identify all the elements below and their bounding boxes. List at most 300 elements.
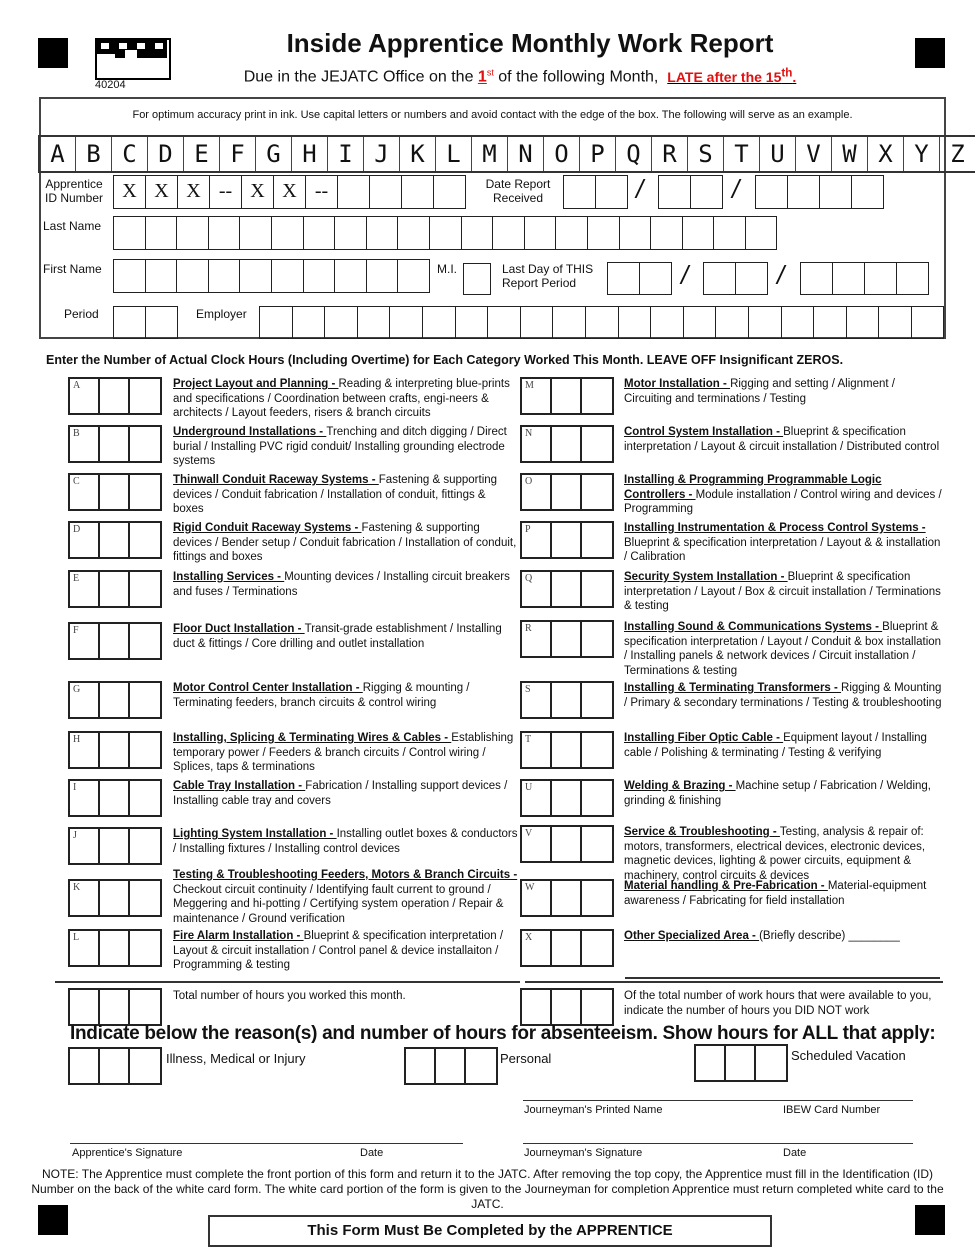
character-box[interactable]: X bbox=[178, 176, 210, 208]
hours-digit-box[interactable] bbox=[582, 931, 612, 965]
character-box[interactable]: X bbox=[274, 176, 306, 208]
category-description bbox=[624, 731, 942, 760]
example-letter: V bbox=[796, 137, 832, 171]
category-description bbox=[173, 731, 518, 775]
category-hours-field-e[interactable] bbox=[68, 570, 162, 608]
category-description bbox=[173, 377, 518, 421]
hours-digit-box[interactable]: Q bbox=[522, 572, 552, 606]
vacation-label: Scheduled Vacation bbox=[791, 1048, 906, 1063]
first-name-label: First Name bbox=[43, 262, 102, 276]
example-letter: S bbox=[688, 137, 724, 171]
total-hours-worked-field[interactable] bbox=[68, 988, 162, 1026]
apprentice-id-label bbox=[45, 177, 103, 205]
character-box[interactable] bbox=[456, 307, 489, 338]
category-hours-field-j[interactable] bbox=[68, 827, 162, 865]
hours-digit-box[interactable] bbox=[582, 881, 612, 915]
hours-digit-box[interactable] bbox=[100, 829, 130, 863]
registration-mark-top-left bbox=[38, 38, 68, 68]
last-day-label-line2: Report Period bbox=[502, 276, 577, 290]
form-code: 40204 bbox=[95, 79, 126, 91]
hours-digit-box[interactable]: R bbox=[522, 622, 552, 656]
category-hours-field-k[interactable] bbox=[68, 879, 162, 917]
category-title: Other Specialized Area - bbox=[624, 930, 760, 942]
category-title: Testing & Troubleshooting Feeders, Motors & Branch Circuits - bbox=[173, 869, 518, 881]
hours-digit-box[interactable] bbox=[582, 523, 612, 557]
hours-digit-box[interactable] bbox=[130, 829, 160, 863]
category-hours-field-o[interactable] bbox=[520, 473, 614, 511]
hours-digit-box[interactable] bbox=[552, 379, 582, 413]
divider bbox=[55, 981, 520, 983]
due-day-suffix: st bbox=[486, 67, 494, 78]
hours-not-worked-label: Of the total number of work hours that were available to you, indicate the number of hours you DID NOT work bbox=[624, 990, 932, 1017]
character-box[interactable] bbox=[879, 307, 912, 338]
last-name-field[interactable] bbox=[113, 216, 777, 250]
category-hours-field-r[interactable] bbox=[520, 620, 614, 658]
hours-digit-box[interactable] bbox=[582, 572, 612, 606]
category-description bbox=[173, 425, 518, 469]
hours-digit-box[interactable]: S bbox=[522, 683, 552, 717]
hours-digit-box[interactable]: X bbox=[522, 931, 552, 965]
example-letter: X bbox=[868, 137, 904, 171]
absenteeism-heading: Indicate below the reason(s) and number of hours for absenteeism. Show hours for ALL that apply: bbox=[70, 1023, 936, 1044]
hours-not-worked-field[interactable] bbox=[520, 988, 614, 1026]
hours-digit-box[interactable]: G bbox=[70, 683, 100, 717]
character-box[interactable] bbox=[430, 217, 462, 249]
hours-digit-box[interactable] bbox=[582, 683, 612, 717]
last-day-year[interactable] bbox=[800, 262, 929, 295]
character-box[interactable]: -- bbox=[210, 176, 242, 208]
date-separator: / bbox=[636, 174, 644, 204]
apprentice-id-label-line2: ID Number bbox=[45, 191, 104, 205]
total-hours-worked-label: Total number of hours you worked this month. bbox=[173, 990, 406, 1002]
hours-digit-box[interactable] bbox=[582, 379, 612, 413]
character-box[interactable] bbox=[272, 260, 304, 292]
hours-digit-box[interactable] bbox=[130, 733, 160, 767]
category-detail: Rigging & Mounting / Primary & secondary terminations / Testing & troubleshooting bbox=[624, 682, 942, 709]
hours-digit-box[interactable] bbox=[582, 733, 612, 767]
category-detail: Trenching and ditch digging / Direct burial / Installing PVC rigid conduit/ Installing grounding electrode systems bbox=[173, 426, 507, 467]
character-box[interactable] bbox=[651, 307, 684, 338]
example-letter: J bbox=[364, 137, 400, 171]
hours-digit-box[interactable] bbox=[552, 622, 582, 656]
character-box[interactable] bbox=[240, 217, 272, 249]
apprentice-signature-label: Apprentice's Signature bbox=[72, 1147, 183, 1159]
character-box[interactable]: X bbox=[242, 176, 274, 208]
character-box[interactable] bbox=[716, 307, 749, 338]
hours-digit-box[interactable]: F bbox=[70, 624, 100, 658]
character-box[interactable] bbox=[651, 217, 683, 249]
hours-digit-box[interactable] bbox=[100, 733, 130, 767]
example-letter: G bbox=[256, 137, 292, 171]
category-detail: Blueprint & specification interpretation / Layout & & installation / Calibration bbox=[624, 536, 941, 563]
character-box[interactable] bbox=[746, 217, 777, 249]
character-box[interactable]: X bbox=[114, 176, 146, 208]
hours-digit-box[interactable]: H bbox=[70, 733, 100, 767]
hours-digit-box[interactable] bbox=[100, 427, 130, 461]
category-detail: Establishing temporary power / Feeders & branch circuits / Control wiring / Splices, taps & terminations bbox=[173, 732, 514, 773]
character-box[interactable] bbox=[335, 217, 367, 249]
character-box[interactable] bbox=[240, 260, 272, 292]
employer-label: Employer bbox=[196, 307, 247, 321]
character-box[interactable] bbox=[358, 307, 391, 338]
hours-digit-box[interactable] bbox=[552, 475, 582, 509]
category-description bbox=[173, 521, 518, 565]
hours-digit-box[interactable]: P bbox=[522, 523, 552, 557]
hours-digit-box[interactable]: L bbox=[70, 931, 100, 965]
character-box[interactable] bbox=[398, 260, 429, 292]
character-box[interactable] bbox=[209, 217, 241, 249]
character-box[interactable] bbox=[209, 260, 241, 292]
late-text: LATE after the 15 bbox=[667, 68, 782, 85]
category-hours-field-x[interactable] bbox=[520, 929, 614, 967]
category-detail: Fastening & supporting devices / Bender setup / Conduit fabrication / Installation of conduit, fittings and boxes bbox=[173, 522, 517, 563]
example-letter: C bbox=[112, 137, 148, 171]
character-box[interactable] bbox=[749, 307, 782, 338]
hours-digit-box[interactable]: E bbox=[70, 572, 100, 606]
period-label: Period bbox=[64, 307, 99, 321]
category-detail: Material-equipment awareness / Fabricating for field installation bbox=[624, 880, 927, 907]
hours-digit-box[interactable] bbox=[582, 781, 612, 815]
hours-digit-box[interactable] bbox=[100, 881, 130, 915]
hours-digit-box[interactable]: U bbox=[522, 781, 552, 815]
category-title: Thinwall Conduit Raceway Systems - bbox=[173, 474, 379, 486]
date-received-month[interactable] bbox=[563, 175, 628, 209]
first-name-field[interactable] bbox=[113, 259, 430, 293]
category-title: Security System Installation - bbox=[624, 571, 788, 583]
character-box[interactable] bbox=[304, 260, 336, 292]
category-title: Floor Duct Installation - bbox=[173, 623, 305, 635]
hours-digit-box[interactable] bbox=[130, 427, 160, 461]
category-title: Welding & Brazing - bbox=[624, 780, 736, 792]
last-day-day[interactable] bbox=[703, 262, 768, 295]
character-box[interactable] bbox=[146, 217, 178, 249]
hours-digit-box[interactable]: A bbox=[70, 379, 100, 413]
category-detail: Blueprint & specification interpretation / Layout & circuit installation / Control panel & device installaiton / Programming & testing bbox=[173, 930, 504, 971]
category-detail: Machine setup / Fabrication / Welding, grinding & finishing bbox=[624, 780, 931, 807]
example-letter: Y bbox=[904, 137, 940, 171]
hours-digit-box[interactable] bbox=[130, 523, 160, 557]
hours-digit-box[interactable] bbox=[100, 624, 130, 658]
journeyman-name-line[interactable] bbox=[523, 1100, 913, 1101]
date-received-label bbox=[482, 177, 554, 205]
category-description bbox=[624, 929, 942, 944]
category-description bbox=[624, 521, 942, 565]
character-box[interactable]: -- bbox=[306, 176, 338, 208]
hours-digit-box[interactable] bbox=[582, 827, 612, 861]
hours-digit-box[interactable] bbox=[552, 781, 582, 815]
character-box[interactable] bbox=[325, 307, 358, 338]
date-received-label-line1: Date Report bbox=[485, 177, 551, 191]
example-letter: B bbox=[76, 137, 112, 171]
category-detail: Rigging & mounting / Terminating feeders, branch circuits & control wiring bbox=[173, 682, 470, 709]
example-letter: W bbox=[832, 137, 868, 171]
category-hours-field-g[interactable] bbox=[68, 681, 162, 719]
hours-digit-box[interactable]: T bbox=[522, 733, 552, 767]
character-box[interactable] bbox=[260, 307, 293, 338]
category-hours-field-b[interactable] bbox=[68, 425, 162, 463]
character-box[interactable] bbox=[912, 307, 944, 338]
category-description bbox=[624, 825, 942, 883]
apprentice-signature-line[interactable] bbox=[70, 1143, 463, 1144]
category-hours-field-l[interactable] bbox=[68, 929, 162, 967]
character-box[interactable] bbox=[586, 307, 619, 338]
example-letter: U bbox=[760, 137, 796, 171]
category-hours-field-t[interactable] bbox=[520, 731, 614, 769]
category-title: Lighting System Installation - bbox=[173, 828, 337, 840]
journeyman-signature-line[interactable] bbox=[523, 1143, 913, 1144]
hours-digit-box[interactable]: B bbox=[70, 427, 100, 461]
hours-digit-box[interactable] bbox=[100, 379, 130, 413]
category-hours-field-a[interactable] bbox=[68, 377, 162, 415]
category-hours-field-p[interactable] bbox=[520, 521, 614, 559]
late-suffix: th bbox=[781, 66, 793, 79]
character-box[interactable] bbox=[402, 176, 434, 208]
category-description bbox=[173, 827, 518, 856]
character-box[interactable] bbox=[493, 217, 525, 249]
hours-digit-box[interactable] bbox=[130, 881, 160, 915]
character-box[interactable] bbox=[556, 217, 588, 249]
category-hours-field-n[interactable] bbox=[520, 425, 614, 463]
hours-digit-box[interactable] bbox=[100, 781, 130, 815]
category-detail: Installing outlet boxes & conductors / Installing fixtures / Installing control devices bbox=[173, 828, 518, 855]
category-title: Control System Installation - bbox=[624, 426, 784, 438]
category-title: Cable Tray Installation - bbox=[173, 780, 306, 792]
character-box[interactable] bbox=[338, 176, 370, 208]
hours-digit-box[interactable] bbox=[130, 475, 160, 509]
character-box[interactable] bbox=[619, 307, 652, 338]
hours-digit-box[interactable] bbox=[100, 683, 130, 717]
hours-digit-box[interactable]: O bbox=[522, 475, 552, 509]
hours-digit-box[interactable] bbox=[100, 572, 130, 606]
character-box[interactable] bbox=[293, 307, 326, 338]
hours-digit-box[interactable] bbox=[130, 624, 160, 658]
character-box[interactable] bbox=[304, 217, 336, 249]
date-separator: / bbox=[777, 260, 785, 290]
hours-digit-box[interactable] bbox=[100, 931, 130, 965]
example-letter: H bbox=[292, 137, 328, 171]
category-description bbox=[624, 681, 942, 710]
hours-digit-box[interactable] bbox=[130, 781, 160, 815]
employer-field[interactable] bbox=[259, 306, 944, 339]
last-day-month[interactable] bbox=[607, 262, 672, 295]
hours-digit-box[interactable] bbox=[552, 931, 582, 965]
character-box[interactable] bbox=[272, 217, 304, 249]
period-field[interactable] bbox=[113, 306, 178, 339]
character-box[interactable] bbox=[335, 260, 367, 292]
character-box[interactable] bbox=[488, 307, 521, 338]
character-box[interactable] bbox=[462, 217, 494, 249]
category-title: Installing Sound & Communications Systems - bbox=[624, 621, 883, 633]
example-letter: F bbox=[220, 137, 256, 171]
due-prefix: Due in the JEJATC Office on the bbox=[243, 68, 478, 86]
apprentice-id-label-line1: Apprentice bbox=[45, 177, 103, 191]
category-description bbox=[173, 929, 518, 973]
hours-digit-box[interactable] bbox=[130, 379, 160, 413]
category-description bbox=[624, 879, 942, 908]
category-description bbox=[173, 473, 518, 517]
journeyman-date-label: Date bbox=[783, 1147, 807, 1159]
category-hours-field-h[interactable] bbox=[68, 731, 162, 769]
hours-digit-box[interactable]: W bbox=[522, 881, 552, 915]
category-hours-field-i[interactable] bbox=[68, 779, 162, 817]
example-letter: Z bbox=[950, 140, 965, 168]
hours-digit-box[interactable] bbox=[100, 475, 130, 509]
date-received-day[interactable] bbox=[658, 175, 723, 209]
category-detail: Rigging and setting / Alignment / Circuiting and terminations / Testing bbox=[624, 378, 895, 405]
date-separator: / bbox=[681, 260, 689, 290]
divider bbox=[625, 977, 940, 979]
category-hours-field-s[interactable] bbox=[520, 681, 614, 719]
character-box[interactable] bbox=[434, 176, 465, 208]
character-box[interactable] bbox=[684, 307, 717, 338]
category-hours-field-c[interactable] bbox=[68, 473, 162, 511]
category-hours-field-d[interactable] bbox=[68, 521, 162, 559]
print-instructions: For optimum accuracy print in ink. Use capital letters or numbers and avoid contact with the edge of the box. The following will serve as an example. bbox=[132, 109, 853, 121]
character-box[interactable] bbox=[525, 217, 557, 249]
category-description bbox=[173, 622, 518, 651]
hours-digit-box[interactable] bbox=[552, 427, 582, 461]
character-box[interactable] bbox=[782, 307, 815, 338]
last-day-label-line1: Last Day of THIS bbox=[502, 262, 594, 276]
journeyman-name-label: Journeyman's Printed Name bbox=[524, 1104, 663, 1116]
category-detail: Testing, analysis & repair of: motors, transformers, electrical devices, electronic devices, magnetic devices, lighting & power circuits, equipment & machinery, control circuits & devices bbox=[624, 826, 926, 882]
category-description bbox=[624, 779, 942, 808]
category-title: Installing, Splicing & Terminating Wires & Cables - bbox=[173, 732, 452, 744]
category-detail: Fastening & supporting devices / Conduit fabrication / Installation of conduit, fittings & boxes bbox=[173, 474, 498, 515]
vacation-hours-field[interactable] bbox=[694, 1044, 788, 1082]
character-box[interactable] bbox=[714, 217, 746, 249]
completion-banner: This Form Must Be Completed by the APPRENTICE bbox=[208, 1215, 772, 1247]
registration-mark-top-right bbox=[915, 38, 945, 68]
character-box[interactable] bbox=[620, 217, 652, 249]
hours-digit-box[interactable] bbox=[130, 572, 160, 606]
hours-instruction: Enter the Number of Actual Clock Hours (Including Overtime) for Each Category Worked This Month. LEAVE OFF Insignificant ZEROS. bbox=[46, 353, 844, 367]
date-received-year[interactable] bbox=[755, 175, 884, 209]
category-title: Installing Services - bbox=[173, 571, 285, 583]
category-hours-field-u[interactable] bbox=[520, 779, 614, 817]
category-description bbox=[624, 570, 942, 614]
category-title: Motor Control Center Installation - bbox=[173, 682, 363, 694]
category-description bbox=[624, 425, 942, 454]
hours-digit-box[interactable]: J bbox=[70, 829, 100, 863]
character-box[interactable] bbox=[177, 260, 209, 292]
character-box[interactable] bbox=[588, 217, 620, 249]
character-box[interactable] bbox=[146, 260, 178, 292]
character-box[interactable] bbox=[114, 217, 146, 249]
category-hours-field-w[interactable] bbox=[520, 879, 614, 917]
character-box[interactable] bbox=[553, 307, 586, 338]
category-detail: Module installation / Control wiring and devices / Programming bbox=[624, 488, 942, 515]
hours-digit-box[interactable] bbox=[552, 881, 582, 915]
category-detail: Transit-grade establishment / Installing duct & fittings / Core drilling and outlet installation bbox=[173, 623, 502, 650]
category-description bbox=[173, 868, 518, 926]
letter-example-row bbox=[38, 135, 975, 173]
character-box[interactable] bbox=[367, 260, 399, 292]
mi-label: M.I. bbox=[437, 262, 457, 276]
hours-digit-box[interactable]: K bbox=[70, 881, 100, 915]
category-detail: Blueprint & specification interpretation / Layout / Conduit & box installation / Installing panels & network devices / Circuit installation / Terminations & testing bbox=[624, 621, 942, 677]
late-notice: LATE after the 15th. bbox=[667, 66, 797, 85]
category-hours-field-f[interactable] bbox=[68, 622, 162, 660]
category-detail: Equipment layout / Installing cable / Polishing & terminating / Testing & verifying bbox=[624, 732, 927, 759]
character-box[interactable] bbox=[367, 217, 399, 249]
hours-digit-box[interactable] bbox=[552, 733, 582, 767]
category-title: Fire Alarm Installation - bbox=[173, 930, 304, 942]
category-detail: (Briefly describe) ________ bbox=[759, 930, 900, 942]
hours-digit-box[interactable]: M bbox=[522, 379, 552, 413]
hours-digit-box[interactable]: N bbox=[522, 427, 552, 461]
category-description bbox=[173, 779, 518, 808]
category-description bbox=[624, 620, 942, 678]
example-letter: N bbox=[508, 137, 544, 171]
character-box[interactable] bbox=[398, 217, 430, 249]
hours-digit-box[interactable] bbox=[130, 683, 160, 717]
date-separator: / bbox=[732, 174, 740, 204]
character-box[interactable] bbox=[177, 217, 209, 249]
apprentice-date-label: Date bbox=[360, 1147, 384, 1159]
character-box[interactable] bbox=[683, 217, 715, 249]
example-letter: R bbox=[652, 137, 688, 171]
hours-digit-box[interactable] bbox=[582, 622, 612, 656]
example-letter: P bbox=[580, 137, 616, 171]
category-description bbox=[624, 377, 942, 406]
illness-hours-field[interactable] bbox=[68, 1047, 162, 1085]
example-letter: E bbox=[184, 137, 220, 171]
example-letter: K bbox=[400, 137, 436, 171]
character-box[interactable] bbox=[521, 307, 554, 338]
hours-digit-box[interactable] bbox=[552, 683, 582, 717]
hours-digit-box[interactable]: V bbox=[522, 827, 552, 861]
character-box[interactable] bbox=[847, 307, 880, 338]
category-description bbox=[173, 570, 518, 599]
hours-digit-box[interactable] bbox=[100, 523, 130, 557]
hours-digit-box[interactable] bbox=[582, 475, 612, 509]
hours-digit-box[interactable] bbox=[130, 931, 160, 965]
middle-initial-field[interactable] bbox=[463, 263, 491, 295]
category-detail: Mounting devices / Installing circuit breakers and fuses / Terminations bbox=[173, 571, 510, 598]
apprentice-id-field[interactable] bbox=[113, 175, 466, 209]
hours-digit-box[interactable] bbox=[552, 572, 582, 606]
category-hours-field-q[interactable] bbox=[520, 570, 614, 608]
character-box[interactable] bbox=[370, 176, 402, 208]
hours-digit-box[interactable]: D bbox=[70, 523, 100, 557]
category-title: Material handling & Pre-Fabrication - bbox=[624, 880, 828, 892]
category-title: Underground Installations - bbox=[173, 426, 327, 438]
example-letter: I bbox=[328, 137, 364, 171]
example-letter: Q bbox=[616, 137, 652, 171]
example-letter: M bbox=[472, 137, 508, 171]
category-hours-field-v[interactable] bbox=[520, 825, 614, 863]
hours-digit-box[interactable]: C bbox=[70, 475, 100, 509]
form-barcode-icon bbox=[95, 38, 171, 80]
character-box[interactable] bbox=[814, 307, 847, 338]
date-received-label-line2: Received bbox=[492, 191, 544, 205]
category-detail: Fabrication / Installing support devices / Installing cable tray and covers bbox=[173, 780, 508, 807]
category-hours-field-m[interactable] bbox=[520, 377, 614, 415]
last-day-label bbox=[502, 262, 593, 290]
character-box[interactable] bbox=[390, 307, 423, 338]
example-letter: D bbox=[148, 137, 184, 171]
character-box[interactable]: X bbox=[146, 176, 178, 208]
category-title: Motor Installation - bbox=[624, 378, 731, 390]
personal-hours-field[interactable] bbox=[404, 1047, 498, 1085]
hours-digit-box[interactable]: I bbox=[70, 781, 100, 815]
character-box[interactable] bbox=[423, 307, 456, 338]
character-box[interactable] bbox=[114, 260, 146, 292]
hours-digit-box[interactable] bbox=[582, 427, 612, 461]
hours-digit-box[interactable] bbox=[552, 523, 582, 557]
hours-digit-box[interactable] bbox=[552, 827, 582, 861]
